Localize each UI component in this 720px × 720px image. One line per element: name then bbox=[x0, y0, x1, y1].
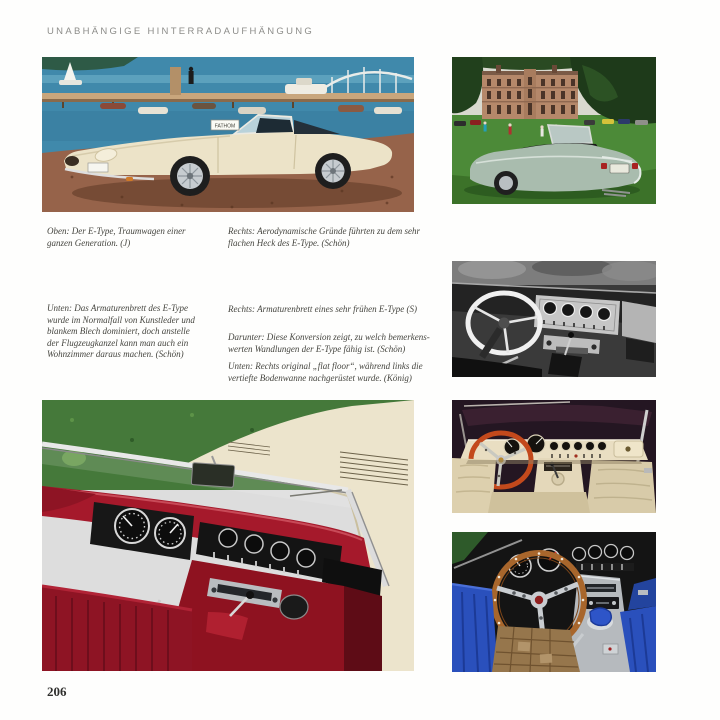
windscreen bbox=[548, 125, 592, 145]
glovebox bbox=[622, 301, 656, 363]
caption-line: Oben: Der E-Type, Traumwagen einer bbox=[47, 226, 186, 236]
caption-line: werten Wandlungen der E-Type fähig ist. (Schön) bbox=[228, 343, 406, 354]
photo-bw-dashboard bbox=[452, 261, 656, 377]
tree-canopy-top bbox=[476, 57, 584, 70]
mansion-illustration bbox=[452, 57, 656, 204]
cockpit bbox=[256, 118, 293, 133]
caption-mid-right-2 bbox=[228, 332, 430, 355]
red-seats bbox=[42, 586, 192, 671]
number-plate bbox=[88, 163, 108, 172]
speaker bbox=[280, 595, 308, 619]
glovebox bbox=[614, 441, 643, 457]
caption-line: Wohnzimmer daraus machen. (Schön) bbox=[47, 349, 184, 359]
caption-line: Rechts: Armaturenbrett eines sehr frühen E-Type (S) bbox=[228, 304, 417, 314]
caption-mid-left bbox=[47, 303, 195, 361]
caption-line: Darunter: Diese Konversion zeigt, zu welch bemerkens- bbox=[228, 332, 430, 342]
marina-illustration bbox=[42, 57, 414, 212]
caption-mid-right-1 bbox=[228, 304, 417, 316]
front-wheel bbox=[170, 156, 210, 196]
page-header: UNABHÄNGIGE HINTERRADAUFHÄNGUNG bbox=[47, 26, 315, 37]
caption-line: vertiefte Bodenwanne nachgerüstet wurde. (König) bbox=[228, 372, 412, 383]
sign-text: FATHOM bbox=[214, 123, 236, 130]
taillight-right bbox=[632, 163, 638, 169]
caption-line: flachen Heck des E-Type. (Schön) bbox=[228, 237, 350, 248]
footwell-dark bbox=[344, 586, 382, 671]
caption-line: wurde im Normalfall von Kunstleder und bbox=[47, 314, 195, 325]
photo-red-interior bbox=[42, 400, 414, 671]
press-sign bbox=[211, 120, 239, 130]
blue-gear-knob bbox=[590, 608, 611, 626]
outside-view bbox=[452, 261, 656, 285]
caption-line: Unten: Rechts original „flat floor“, während links die bbox=[228, 361, 423, 371]
caption-line: blankem Blech dominiert, doch anstelle bbox=[47, 326, 190, 336]
bw-dashboard-illustration bbox=[452, 261, 656, 377]
floor-mats bbox=[492, 626, 580, 672]
photo-etype-marina bbox=[42, 57, 414, 212]
grille-mouth bbox=[65, 156, 79, 166]
photo-etype-mansion bbox=[452, 57, 656, 204]
blue-interior-illustration bbox=[452, 532, 656, 672]
indicator bbox=[126, 177, 133, 181]
caption-top-left bbox=[47, 226, 186, 249]
photo-cream-interior bbox=[452, 400, 656, 513]
caption-line: Unten: Das Armaturenbrett des E-Type bbox=[47, 303, 188, 313]
car-shadow bbox=[72, 178, 402, 208]
rear-wheel bbox=[315, 153, 351, 189]
door-latch-chrome bbox=[644, 468, 652, 473]
water-band bbox=[42, 75, 414, 83]
mansion bbox=[482, 65, 578, 119]
wheel-hub bbox=[499, 176, 513, 190]
cream-interior-illustration bbox=[452, 400, 656, 513]
caption-mid-right-3 bbox=[228, 361, 423, 384]
caption-top-right bbox=[228, 226, 420, 249]
caption-line: ganzen Generation. (J) bbox=[47, 237, 131, 248]
rear-plate bbox=[610, 164, 629, 173]
red-interior-illustration bbox=[42, 400, 414, 671]
caption-line: Rechts: Aerodynamische Gründe führten zu dem sehr bbox=[228, 226, 420, 236]
caption-line: der Flugzeugkanzel kann man auch ein bbox=[47, 337, 189, 348]
photo-blue-interior bbox=[452, 532, 656, 672]
page-number: 206 bbox=[47, 684, 67, 699]
taillight-left bbox=[601, 163, 607, 169]
person-on-dock bbox=[189, 67, 194, 84]
